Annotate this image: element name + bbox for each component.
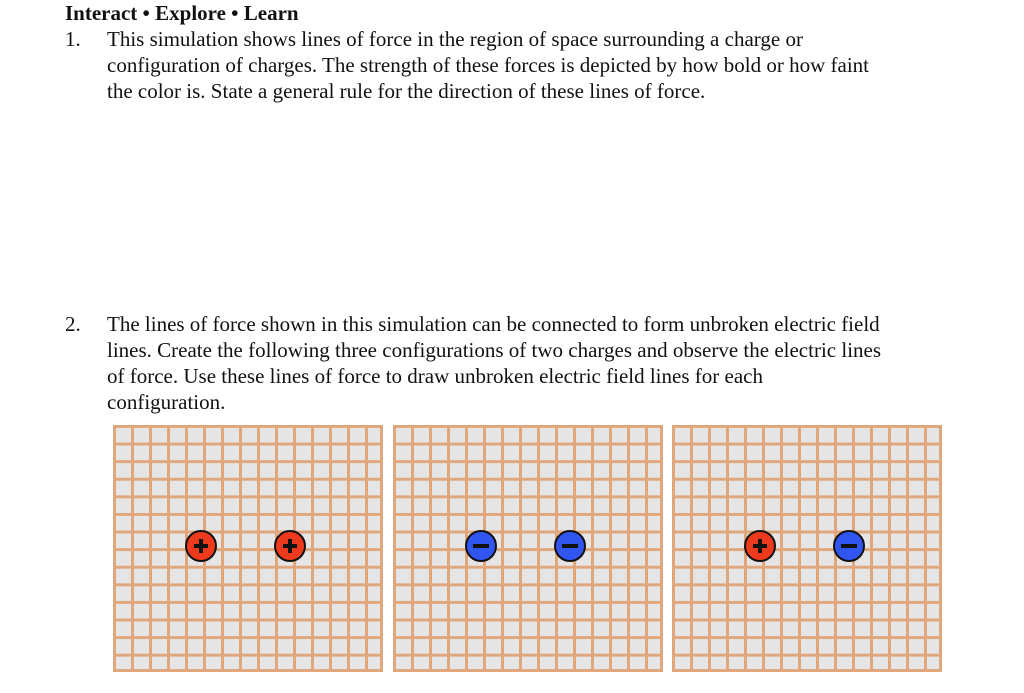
- negative-charge-icon: [465, 530, 497, 562]
- question-number: 2.: [65, 312, 81, 336]
- question-line: the color is. State a general rule for the direction of these lines of force.: [107, 79, 706, 103]
- question-line: of force. Use these lines of force to draw unbroken electric field lines for each: [107, 364, 763, 388]
- grid-negative-negative: [393, 425, 663, 672]
- page-title: Interact • Explore • Learn: [65, 1, 299, 25]
- positive-charge-icon: [744, 530, 776, 562]
- question-line: configuration.: [107, 390, 226, 414]
- question-line: configuration of charges. The strength of these forces is depicted by how bold or how faint: [107, 53, 870, 77]
- negative-charge-icon: [554, 530, 586, 562]
- positive-charge-icon: [274, 530, 306, 562]
- grid-positive-negative: [672, 425, 942, 672]
- negative-charge-icon: [833, 530, 865, 562]
- question-text: [107, 26, 869, 104]
- question-line: The lines of force shown in this simulation can be connected to form unbroken electric field: [107, 312, 880, 336]
- positive-charge-icon: [185, 530, 217, 562]
- question-line: lines. Create the following three configurations of two charges and observe the electric lines: [107, 338, 882, 362]
- grid-positive-positive: [113, 425, 383, 672]
- question-line: This simulation shows lines of force in the region of space surrounding a charge or: [107, 27, 803, 51]
- question-text: [107, 311, 881, 415]
- question-number: 1.: [65, 27, 81, 51]
